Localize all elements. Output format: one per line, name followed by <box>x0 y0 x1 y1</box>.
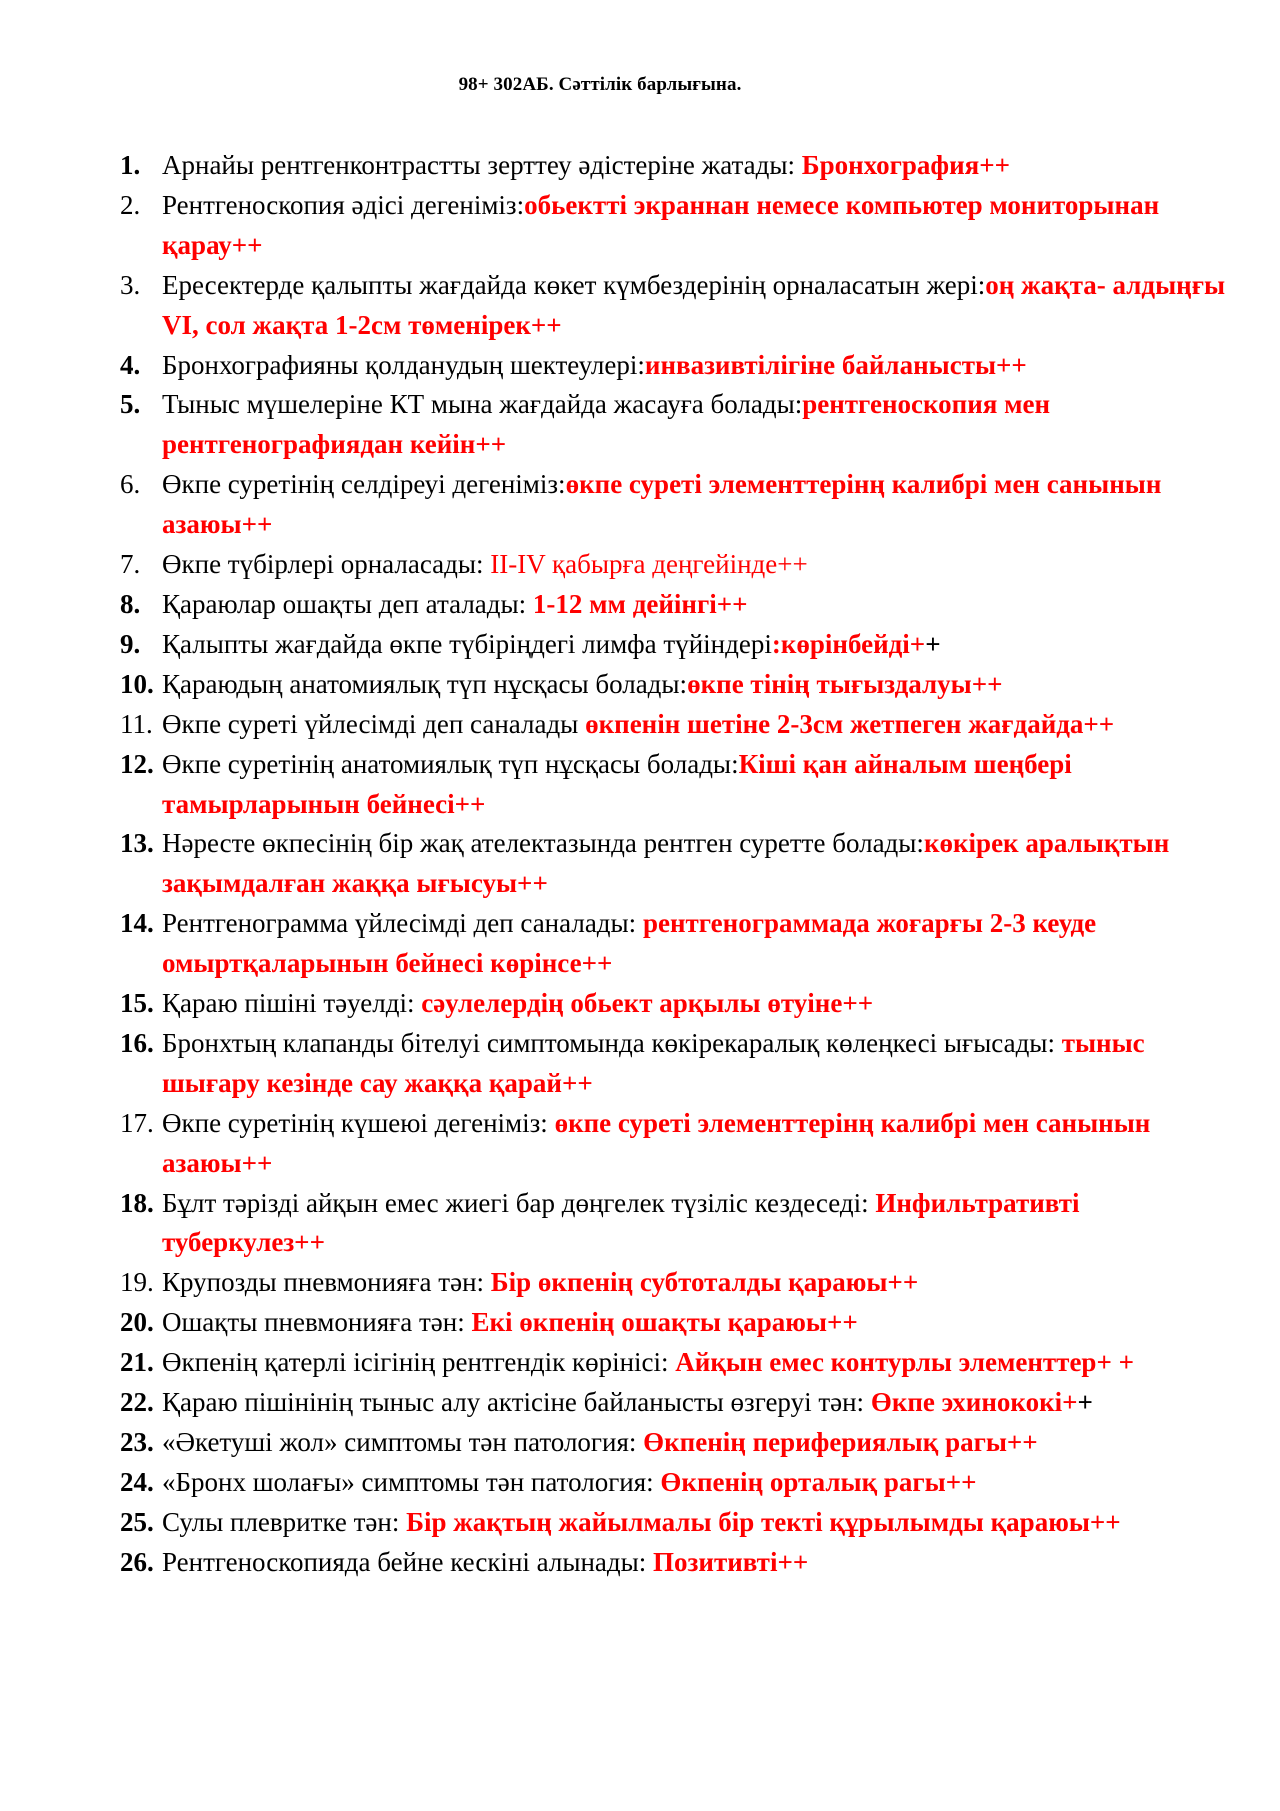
list-item <box>120 1463 1240 1503</box>
list-item <box>120 665 1240 705</box>
item-number: 24. <box>120 1466 154 1497</box>
answer-tail: + <box>1077 1387 1093 1418</box>
item-number: 26. <box>120 1546 154 1577</box>
list-item <box>120 186 1240 266</box>
answer-text: Инфильтративті туберкулез++ <box>162 1187 1080 1258</box>
list-item <box>120 146 1240 186</box>
question-text: Өкпе суретінің селдіреуі дегеніміз: <box>162 469 566 500</box>
item-number: 13. <box>120 828 154 859</box>
question-text: Бронхографияны қолданудың шектеулері: <box>162 349 645 380</box>
question-text: Сулы плевритке тән: <box>162 1506 407 1537</box>
item-number: 22. <box>120 1387 154 1418</box>
question-text: «Әкетуші жол» симптомы тән патология: <box>162 1427 644 1457</box>
answer-text: рентгенограммада жоғарғы 2-3 кеуде омыртқаларынын бейнесі көрінсе++ <box>162 908 1097 979</box>
item-number: 25. <box>120 1506 154 1537</box>
answer-text: Айқын емес контурлы элементтер+ + <box>675 1347 1134 1378</box>
item-number: 10. <box>120 668 154 699</box>
answer-text: Бір өкпенің субтоталды қараюы++ <box>490 1267 919 1298</box>
answer-text: Бронхография++ <box>801 150 1011 180</box>
answer-text: инвазивтілігіне байланысты++ <box>644 349 1027 380</box>
question-text: Қараю пішінінің тыныс алу актісіне байланысты өзгеруі тән: <box>162 1387 871 1418</box>
list-item <box>120 625 1240 665</box>
list-item <box>120 1104 1240 1184</box>
list-item <box>120 1383 1240 1423</box>
document-title: 98+ 302АБ. Сәттілік барлығына. <box>458 74 742 95</box>
answer-text: оң жақта- алдыңғы VI, сол жақта 1-2см төменірек++ <box>162 269 1226 340</box>
answer-text: Өкпенің перифериялық рагы++ <box>643 1427 1038 1457</box>
answer-text: тыныс шығару кезінде сау жаққа қарай++ <box>162 1027 1145 1098</box>
answer-text: :көрінбейді+ <box>771 628 926 659</box>
list-item <box>120 585 1240 625</box>
item-number: 18. <box>120 1187 154 1218</box>
list-item <box>120 465 1240 545</box>
item-number: 16. <box>120 1027 154 1058</box>
item-number: 8. <box>120 588 141 619</box>
answer-tail: + <box>925 628 941 659</box>
answer-text: Екі өкпенің ошақты қараюы++ <box>471 1307 858 1338</box>
answer-text: Позитивті++ <box>653 1546 809 1577</box>
item-number: 19. <box>120 1267 154 1298</box>
list-item <box>120 1503 1240 1543</box>
question-text: Рентгеноскопияда бейне кескіні алынады: <box>162 1546 654 1577</box>
item-number: 21. <box>120 1347 154 1378</box>
list-item <box>120 745 1240 825</box>
list-item <box>120 1184 1240 1264</box>
item-number: 5. <box>120 389 141 420</box>
list-item <box>120 1343 1240 1383</box>
answer-text: өкпе тінің тығыздалуы++ <box>687 668 1003 699</box>
item-number: 15. <box>120 988 154 1019</box>
item-number: 1. <box>120 150 141 180</box>
item-number: 20. <box>120 1307 154 1338</box>
list-item <box>120 385 1240 465</box>
question-text: Арнайы рентгенконтрастты зерттеу әдістеріне жатады: <box>162 150 802 180</box>
question-text: Өкпе суретінің анатомиялық түп нұсқасы болады: <box>162 748 739 779</box>
question-text: Ошақты пневмонияға тән: <box>162 1307 472 1338</box>
question-text: Қараюлар ошақты деп аталады: <box>162 588 533 619</box>
question-text: «Бронх шолағы» симптомы тән патология: <box>162 1466 661 1497</box>
answer-text: өкпе суреті элементтерінң калибрі мен санынын азаюы++ <box>162 469 1162 540</box>
answer-text: Өкпенің орталық рагы++ <box>660 1466 977 1497</box>
list-item <box>120 1543 1240 1583</box>
question-text: Тыныс мүшелеріне КТ мына жағдайда жасауға болады: <box>162 389 803 420</box>
question-text: Өкпе суреті үйлесімді деп саналады <box>162 708 586 739</box>
answer-text: II-IV қабырға деңгейінде++ <box>490 549 808 580</box>
item-number: 17. <box>120 1107 154 1138</box>
answer-text: Өкпе эхинококі+ <box>870 1387 1078 1418</box>
answer-text: Кіші қан айналым шеңбері тамырларынын бейнесі++ <box>162 748 1072 819</box>
list-item <box>120 824 1240 904</box>
question-text: Рентгенограмма үйлесімді деп саналады: <box>162 908 643 939</box>
question-text: Қараюдың анатомиялық түп нұсқасы болады: <box>162 668 688 699</box>
question-text: Ересектерде қалыпты жағдайда көкет күмбездерінің орналасатын жері: <box>162 269 986 300</box>
question-text: Бұлт тәрізді айқын емес жиегі бар дөңгелек түзіліс кездеседі: <box>162 1187 876 1218</box>
answer-text: көкірек аралықтын зақымдалған жаққа ығысуы++ <box>162 828 1170 899</box>
item-number: 12. <box>120 748 154 779</box>
question-text: Өкпенің қатерлі ісігінің рентгендік көрінісі: <box>162 1347 676 1378</box>
item-number: 3. <box>120 269 141 300</box>
answer-text: 1-12 мм дейінгі++ <box>532 588 748 619</box>
question-text: Нәресте өкпесінің бір жақ ателектазында рентген суретте болады: <box>162 828 924 859</box>
list-item <box>120 1423 1240 1463</box>
answer-text: өкпенін шетіне 2-3см жетпеген жағдайда++ <box>585 708 1115 739</box>
question-text: Өкпе түбірлері орналасады: <box>162 549 491 580</box>
item-number: 4. <box>120 349 141 380</box>
answer-text: Бір жақтың жайылмалы бір текті құрылымды қараюы++ <box>406 1506 1121 1537</box>
answer-text: өкпе суреті элементтерінң калибрі мен санынын азаюы++ <box>162 1107 1151 1178</box>
list-item <box>120 705 1240 745</box>
question-text: Крупозды пневмонияға тән: <box>162 1267 491 1298</box>
question-text: Қараю пішіні тәуелді: <box>162 988 422 1019</box>
answer-text: сәулелердің обьект арқылы өтуіне++ <box>421 988 874 1019</box>
item-number: 2. <box>120 189 141 220</box>
question-text: Өкпе суретінің күшеюі дегеніміз: <box>162 1107 555 1138</box>
list-item <box>120 904 1240 984</box>
question-text: Бронхтың клапанды бітелуі симптомында көкірекаралық көлеңкесі ығысады: <box>162 1027 1062 1058</box>
item-number: 9. <box>120 628 141 659</box>
item-number: 11. <box>120 708 153 739</box>
question-text: Рентгеноскопия әдісі дегеніміз: <box>162 189 525 220</box>
list-item <box>120 984 1240 1024</box>
list-item <box>120 1263 1240 1303</box>
question-text: Қалыпты жағдайда өкпе түбіріңдегі лимфа түйіндері <box>162 628 772 659</box>
answer-text: обьектті экраннан немесе компьютер мониторынан қарау++ <box>162 189 1160 260</box>
item-number: 23. <box>120 1427 154 1457</box>
list-item <box>120 346 1240 386</box>
answer-text: рентгеноскопия мен рентгенографиядан кейін++ <box>162 389 1051 460</box>
item-number: 7. <box>120 549 141 580</box>
list-item <box>120 545 1240 585</box>
item-number: 6. <box>120 469 141 500</box>
list-item <box>120 1303 1240 1343</box>
question-list <box>120 146 1240 1583</box>
list-item <box>120 1024 1240 1104</box>
item-number: 14. <box>120 908 154 939</box>
list-item <box>120 266 1240 346</box>
